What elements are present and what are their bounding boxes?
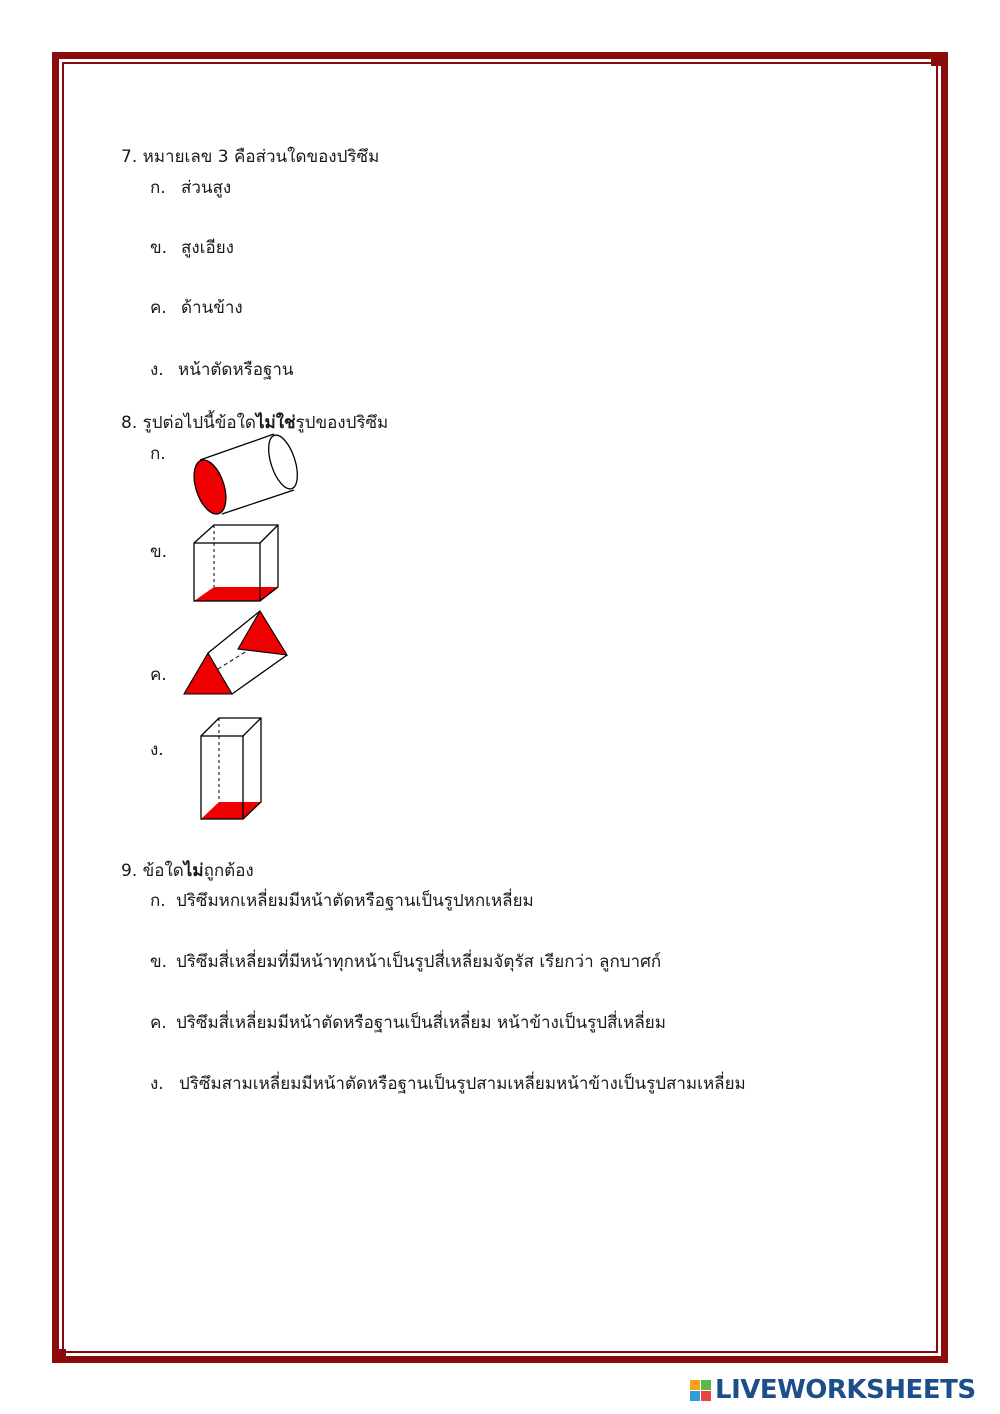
q8-question-prefix: 8. รูปต่อไปนี้ข้อใด [121,413,256,433]
option-text: ด้านข้าง [181,298,243,318]
option-text: ปริซึมหกเหลี่ยมมีหน้าตัดหรือฐานเป็นรูปหกเหลี่ยม [176,891,534,911]
q9-question-bold: ไม่ [183,861,204,881]
option-letter: ค. [150,1013,167,1033]
option-letter: ง. [150,1074,164,1094]
option-letter: ข. [150,952,168,972]
logo-mark-icon [690,1380,711,1401]
option-letter: ก. [150,178,166,198]
option-text: ปริซึมสามเหลี่ยมมีหน้าตัดหรือฐานเป็นรูปสามเหลี่ยมหน้าข้างเป็นรูปสามเหลี่ยม [179,1074,746,1094]
q9-question-suffix: ถูกต้อง [203,861,254,881]
q9-question-prefix: 9. ข้อใด [121,861,184,881]
option-text: ส่วนสูง [181,178,232,198]
tall-rectangular-prism-icon [197,714,267,824]
border-corner [931,52,945,66]
border-corner [52,1349,66,1363]
option-letter: ก. [150,444,166,464]
q8-question-suffix: รูปของปริซึม [295,413,389,433]
option-letter: ง. [150,360,164,380]
q7-question: 7. หมายเลข 3 คือส่วนใดของปริซึม [121,147,380,167]
logo-text: LIVEWORKSHEETS [715,1375,976,1405]
option-text: สูงเอียง [181,238,234,258]
q9-question [121,861,254,881]
option-text: ปริซึมสี่เหลี่ยมมีหน้าตัดหรือฐานเป็นสี่เหลี่ยม หน้าข้างเป็นรูปสี่เหลี่ยม [176,1013,666,1033]
triangular-prism-icon [180,607,292,699]
q8-question-bold: ไม่ใช่ [255,413,296,433]
option-letter: ค. [150,298,167,318]
rectangular-prism-icon [190,521,285,606]
option-text: ปริซึมสี่เหลี่ยมที่มีหน้าทุกหน้าเป็นรูปสี่เหลี่ยมจัตุรัส เรียกว่า ลูกบาศก์ [176,952,662,972]
option-letter: ง. [150,740,164,760]
option-letter: ข. [150,238,168,258]
liveworksheets-logo [690,1375,976,1405]
option-letter: ก. [150,891,166,911]
option-letter: ค. [150,665,167,685]
option-text: หน้าตัดหรือฐาน [178,360,294,380]
cylinder-icon [186,430,301,522]
option-letter: ข. [150,542,168,562]
